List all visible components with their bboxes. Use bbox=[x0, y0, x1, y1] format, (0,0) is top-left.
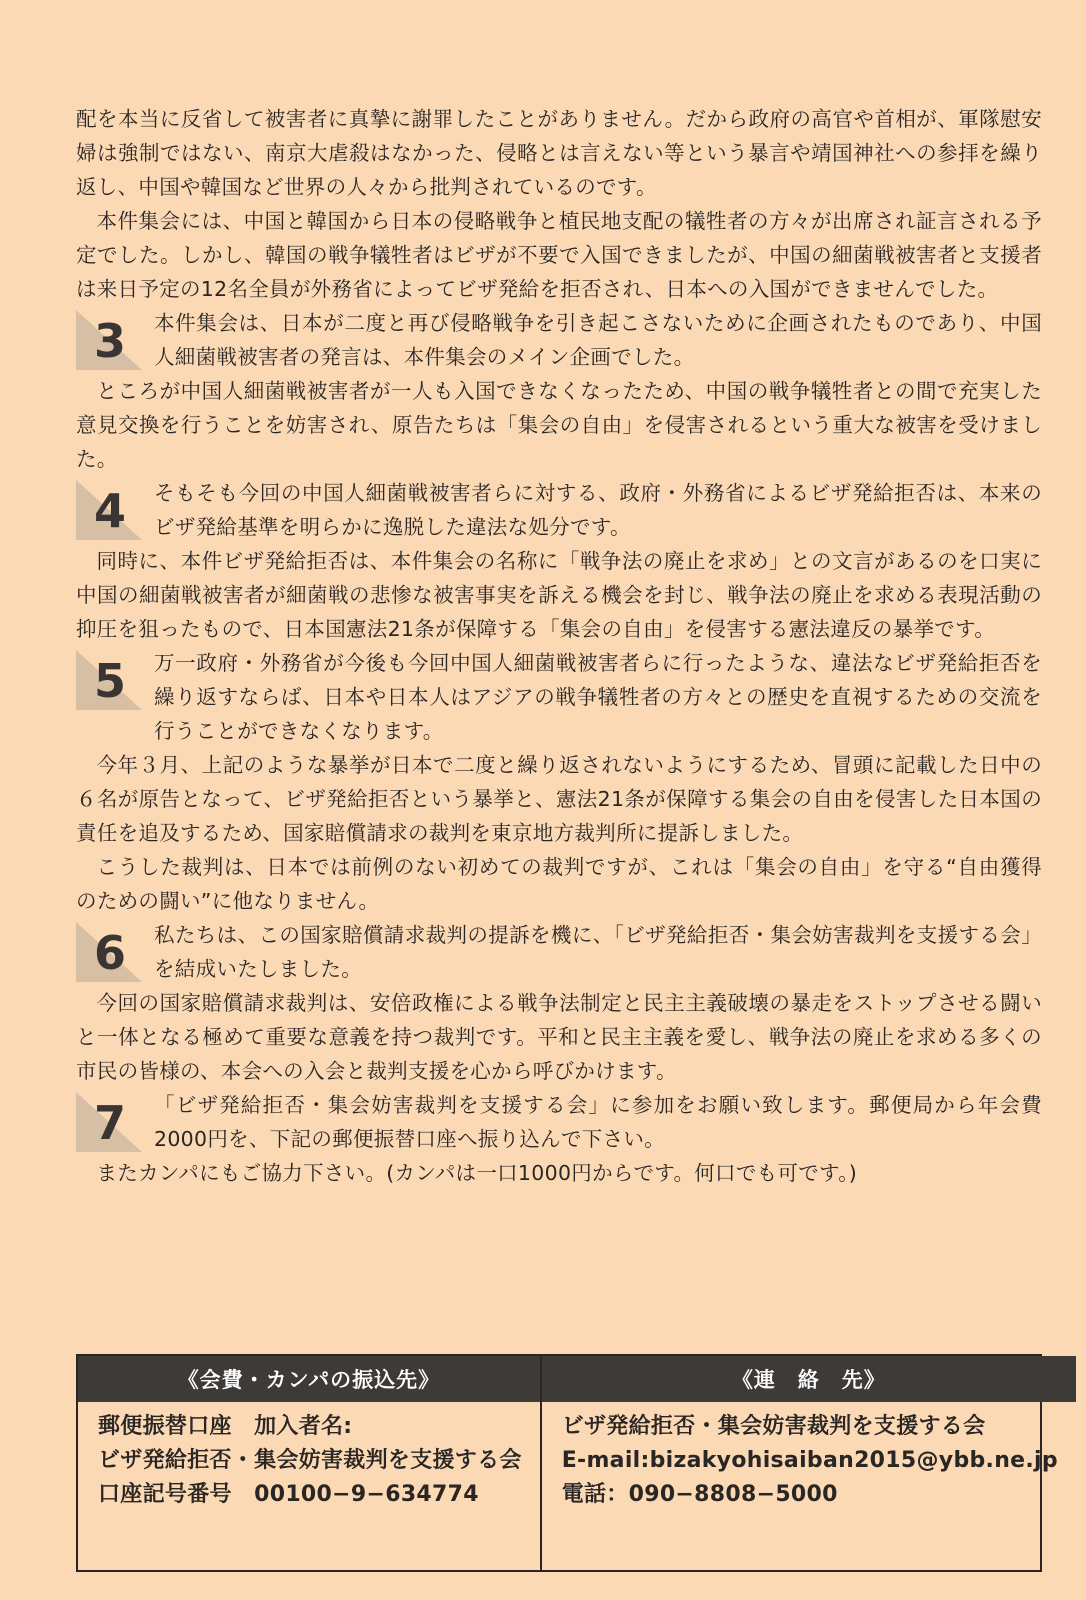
section-number-badge bbox=[76, 480, 142, 540]
contact-box bbox=[540, 1356, 1076, 1570]
section-number-badge bbox=[76, 650, 142, 710]
paragraph-appeal: 今回の国家賠償請求裁判は、安倍政権による戦争法制定と民主主義破壊の暴走をストップさせる闘いと一体となる極めて重要な意義を持つ裁判です。平和と民主主義を愛し、戦争法の廃止を求める多くの市民の皆様の、本会への入会と裁判支援を心から呼びかけます。 bbox=[76, 991, 1042, 1083]
section-4 bbox=[76, 476, 1042, 544]
contact-email[interactable]: E-mail:bizakyohisaiban2015@ybb.ne.jp bbox=[561, 1448, 1058, 1473]
paragraph-donation: またカンパにもご協力下さい。(カンパは一口1000円からです。何口でも可です。) bbox=[96, 1161, 858, 1185]
contact-box-title: 《連 絡 先》 bbox=[542, 1356, 1076, 1402]
paragraph-damage: ところが中国人細菌戦被害者が一人も入国できなくなったため、中国の戦争犠牲者との間で充実した意見交換を行うことを妨害され、原告たちは「集会の自由」を侵害されるという重大な被害を受けました。 bbox=[76, 379, 1042, 471]
contact-org-name: ビザ発給拒否・集会妨害裁判を支援する会 bbox=[561, 1414, 986, 1439]
payment-account-label: 郵便振替口座 加入者名: bbox=[98, 1414, 353, 1439]
section-number: 6 bbox=[94, 926, 127, 980]
paragraph-witnesses: 本件集会には、中国と韓国から日本の侵略戦争と植民地支配の犠牲者の方々が出席され証言される予定でした。しかし、韓国の戦争犠牲者はビザが不要で入国できましたが、中国の細菌戦被害者と支援者は来日予定の12名全員が外務省によってビザ発給を拒否され、日本への入国ができませんでした。 bbox=[76, 209, 1042, 301]
section-number-badge bbox=[76, 310, 142, 370]
section-number: 4 bbox=[94, 484, 127, 538]
paragraph-intro: 配を本当に反省して被害者に真摯に謝罪したことがありません。だから政府の高官や首相が、軍隊慰安婦は強制ではない、南京大虐殺はなかった、侵略とは言えない等という暴言や靖国神社への参拝を繰り返し、中国や韓国など世界の人々から批判されているのです。 bbox=[76, 107, 1042, 199]
section-number: 5 bbox=[94, 654, 127, 708]
section-4-text: そもそも今回の中国人細菌戦被害者らに対する、政府・外務省によるビザ発給拒否は、本来のビザ発給基準を明らかに逸脱した違法な処分です。 bbox=[154, 481, 1042, 539]
payment-box bbox=[78, 1356, 540, 1570]
section-6-text: 私たちは、この国家賠償請求裁判の提訴を機に、「ビザ発給拒否・集会妨害裁判を支援する会」を結成いたしました。 bbox=[154, 923, 1042, 981]
section-7 bbox=[76, 1088, 1042, 1156]
section-number: 7 bbox=[94, 1096, 127, 1150]
paragraph-freedom: こうした裁判は、日本では前例のない初めての裁判ですが、これは「集会の自由」を守る“自由獲得のための闘い”に他なりません。 bbox=[76, 855, 1042, 913]
payment-account-name: ビザ発給拒否・集会妨害裁判を支援する会 bbox=[98, 1448, 522, 1473]
payment-box-title: 《会費・カンパの振込先》 bbox=[78, 1356, 540, 1402]
section-number-badge bbox=[76, 1092, 142, 1152]
contact-phone[interactable]: 電話：090−8808−5000 bbox=[561, 1482, 838, 1507]
payment-account-number: 口座記号番号 00100−9−634774 bbox=[98, 1482, 479, 1507]
section-number-badge bbox=[76, 922, 142, 982]
section-3 bbox=[76, 306, 1042, 374]
section-5-text: 万一政府・外務省が今後も今回中国人細菌戦被害者らに行ったような、違法なビザ発給拒否を繰り返すならば、日本や日本人はアジアの戦争犠牲者の方々との歴史を直視するための交流を行うことができなくなります。 bbox=[154, 651, 1042, 743]
section-3-text: 本件集会は、日本が二度と再び侵略戦争を引き起こさないために企画されたものであり、中国人細菌戦被害者の発言は、本件集会のメイン企画でした。 bbox=[154, 311, 1042, 369]
info-boxes bbox=[76, 1354, 1058, 1572]
section-5 bbox=[76, 646, 1042, 748]
paragraph-unconstitutional: 同時に、本件ビザ発給拒否は、本件集会の名称に「戦争法の廃止を求め」との文言があるのを口実に中国の細菌戦被害者が細菌戦の悲惨な被害事実を訴える機会を封じ、戦争法の廃止を求める表現活動の抑圧を狙ったもので、日本国憲法21条が保障する「集会の自由」を侵害する憲法違反の暴挙です。 bbox=[76, 549, 1042, 641]
section-7-text: 「ビザ発給拒否・集会妨害裁判を支援する会」に参加をお願い致します。郵便局から年会費2000円を、下記の郵便振替口座へ振り込んで下さい。 bbox=[154, 1093, 1042, 1151]
section-number: 3 bbox=[94, 314, 127, 368]
body-text bbox=[76, 102, 1042, 1190]
section-6 bbox=[76, 918, 1042, 986]
paragraph-lawsuit: 今年３月、上記のような暴挙が日本で二度と繰り返されないようにするため、冒頭に記載した日中の６名が原告となって、ビザ発給拒否という暴挙と、憲法21条が保障する集会の自由を侵害した日本国の責任を追及するため、国家賠償請求の裁判を東京地方裁判所に提訴しました。 bbox=[76, 753, 1042, 845]
